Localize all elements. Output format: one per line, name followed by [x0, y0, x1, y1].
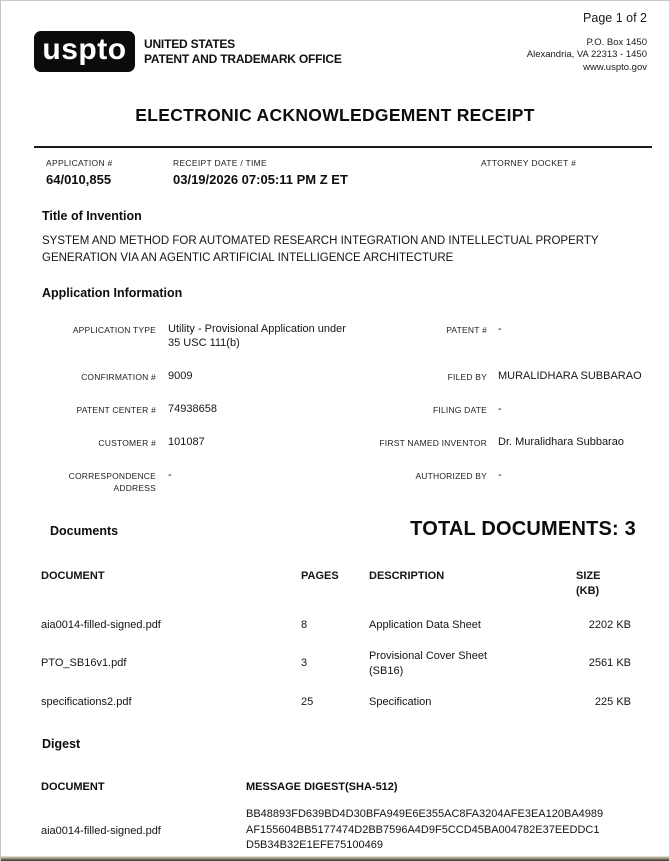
size-header-line2: (KB)	[576, 585, 600, 598]
receipt-header-fields	[46, 158, 669, 187]
receipt-datetime-field	[173, 158, 481, 187]
column-header-pages: PAGES	[301, 570, 339, 583]
field-label: CORRESPONDENCE ADDRESS	[68, 470, 156, 494]
field-label: FIRST NAMED INVENTOR	[379, 437, 487, 448]
documents-heading: Documents	[50, 524, 119, 539]
field-value: Dr. Muralidhara Subbarao	[498, 435, 624, 448]
column-header-size	[576, 569, 631, 599]
invention-title-text: SYSTEM AND METHOD FOR AUTOMATED RESEARCH INTEGRATION AND INTELLECTUAL PROPERTY GENERATION VIA AN AGENTIC ARTIFICIAL INTELLIGENCE ARCHITECTURE	[42, 235, 599, 265]
field-label: APPLICATION TYPE	[72, 324, 156, 335]
document-description: Specification	[369, 695, 432, 708]
field-value: -	[498, 468, 502, 481]
application-info-heading: Application Information	[42, 285, 183, 300]
document-name: aia0014-filled-signed.pdf	[41, 619, 161, 632]
app-info-row	[34, 369, 669, 384]
digest-table	[1, 781, 669, 853]
page-header	[1, 1, 669, 89]
table-row	[41, 649, 669, 679]
address-line1: P.O. Box 1450	[586, 37, 647, 48]
total-documents-label: TOTAL DOCUMENTS: 3	[410, 518, 636, 541]
message-digest-value: BB48893FD639BD4D30BFA949E6E355AC8FA3204AFE3EA120BA4989AF155604BB5177474D2BB7596A4D9F5CCD45BA004782E37EEDDC1D5B34B32E1EFE75100469	[246, 808, 604, 852]
application-info-grid	[34, 322, 669, 495]
digest-table-header	[41, 781, 669, 793]
app-info-row	[34, 435, 669, 450]
table-row	[41, 618, 669, 633]
column-header-document: DOCUMENT	[41, 781, 105, 794]
document-pages: 3	[301, 657, 308, 670]
page-bottom-edge	[1, 856, 669, 861]
application-number-field	[46, 158, 173, 187]
field-value: Utility - Provisional Application under 35 USC 111(b)	[168, 322, 346, 350]
field-label: CONFIRMATION #	[81, 372, 156, 383]
address-line3: www.uspto.gov	[583, 61, 647, 73]
uspto-logo-group	[34, 31, 342, 72]
document-name: specifications2.pdf	[41, 695, 132, 708]
field-value: 9009	[168, 370, 193, 383]
field-label: AUTHORIZED BY	[415, 470, 487, 481]
application-number-value: 64/010,855	[46, 172, 112, 188]
attorney-docket-label: ATTORNEY DOCKET #	[481, 158, 577, 168]
divider-line	[34, 146, 652, 148]
app-info-row	[34, 322, 669, 352]
field-label: FILING DATE	[433, 405, 487, 416]
documents-table-header	[41, 569, 669, 599]
digest-heading: Digest	[42, 737, 81, 752]
page-indicator: Page 1 of 2	[583, 11, 647, 25]
invention-heading: Title of Invention	[42, 209, 142, 224]
field-value: 101087	[168, 435, 205, 448]
size-header-line1: SIZE	[576, 570, 601, 583]
field-label: PATENT #	[446, 324, 487, 335]
app-info-row	[34, 402, 669, 417]
address-line2: Alexandria, VA 22313 - 1450	[526, 49, 647, 61]
document-description: Application Data Sheet	[369, 619, 481, 632]
receipt-datetime-value: 03/19/2026 07:05:11 PM Z ET	[173, 172, 348, 188]
org-line2: PATENT AND TRADEMARK OFFICE	[144, 51, 342, 66]
document-name: PTO_SB16v1.pdf	[41, 657, 127, 670]
documents-heading-row	[42, 518, 636, 541]
document-pages: 8	[301, 619, 308, 632]
table-row	[41, 695, 669, 710]
attorney-docket-field	[481, 158, 669, 187]
field-value: -	[498, 322, 502, 335]
field-value: -	[168, 468, 172, 481]
uspto-logo-text: uspto	[42, 33, 127, 66]
documents-table	[41, 569, 669, 709]
application-number-label: APPLICATION #	[46, 158, 113, 168]
document-size: 2202 KB	[588, 619, 631, 632]
field-label: CUSTOMER #	[98, 437, 156, 448]
field-value: MURALIDHARA SUBBARAO	[498, 370, 642, 383]
table-row	[41, 807, 669, 853]
uspto-address	[527, 37, 647, 74]
document-size: 225 KB	[594, 695, 631, 708]
org-name	[144, 37, 342, 66]
document-size: 2561 KB	[588, 657, 631, 670]
column-header-description: DESCRIPTION	[369, 570, 445, 583]
field-label: FILED BY	[447, 372, 487, 383]
document-pages: 25	[301, 695, 314, 708]
app-info-row	[34, 468, 669, 495]
column-header-message-digest: MESSAGE DIGEST(SHA-512)	[246, 781, 398, 794]
document-name: aia0014-filled-signed.pdf	[41, 824, 161, 837]
column-header-document: DOCUMENT	[41, 570, 105, 583]
receipt-datetime-label: RECEIPT DATE / TIME	[173, 158, 268, 168]
field-value: -	[498, 403, 502, 416]
field-label: PATENT CENTER #	[76, 405, 156, 416]
document-title: ELECTRONIC ACKNOWLEDGEMENT RECEIPT	[135, 105, 535, 125]
field-value: 74938658	[168, 403, 217, 416]
org-line1: UNITED STATES	[144, 37, 235, 52]
document-description: Provisional Cover Sheet (SB16)	[369, 649, 488, 677]
uspto-logo	[34, 31, 135, 72]
